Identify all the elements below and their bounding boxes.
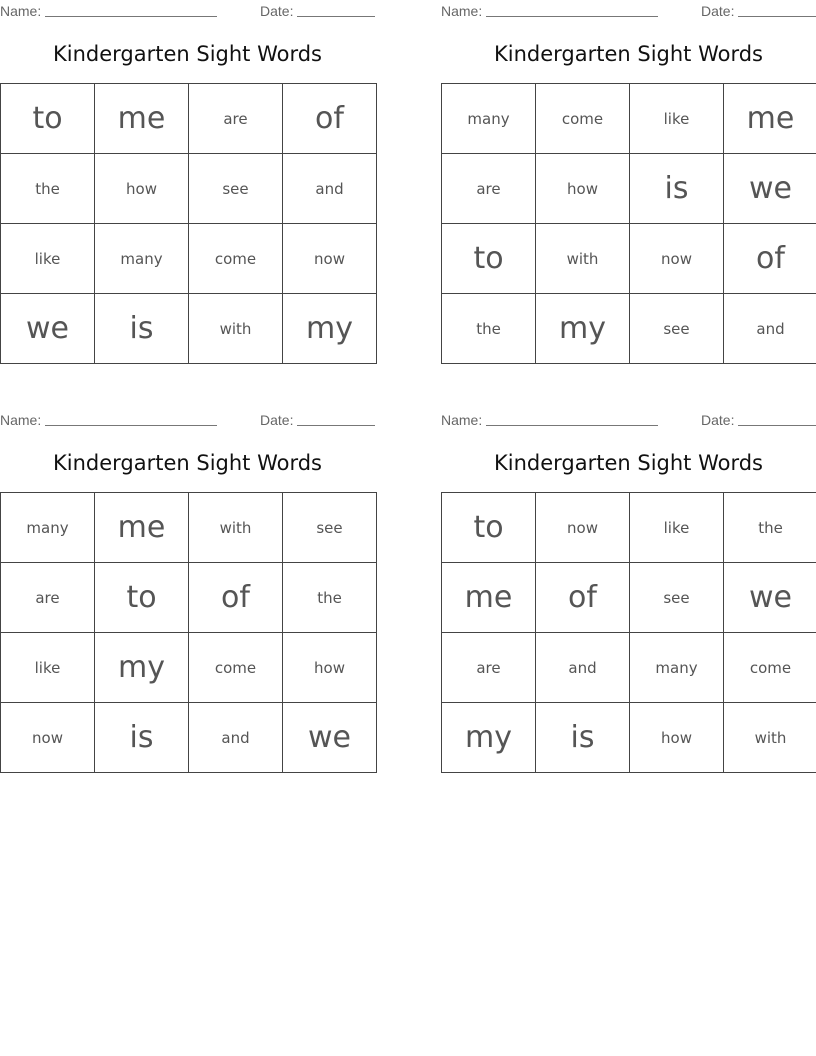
word-cell: now bbox=[536, 493, 630, 563]
name-label: Name: bbox=[441, 412, 483, 428]
word-cell: the bbox=[1, 154, 95, 224]
word-grid bbox=[441, 492, 816, 773]
word-cell: come bbox=[189, 633, 283, 703]
name-blank bbox=[486, 425, 658, 426]
word-cell: the bbox=[442, 294, 536, 364]
word-cell: is bbox=[95, 703, 189, 773]
date-label: Date: bbox=[701, 3, 735, 19]
word-cell: come bbox=[536, 84, 630, 154]
word-cell: come bbox=[189, 224, 283, 294]
date-label: Date: bbox=[701, 412, 735, 428]
word-grid bbox=[0, 492, 377, 773]
word-cell: many bbox=[95, 224, 189, 294]
word-cell: see bbox=[630, 294, 724, 364]
name-label: Name: bbox=[0, 412, 42, 428]
word-cell: is bbox=[95, 294, 189, 364]
word-cell: the bbox=[724, 493, 816, 563]
word-cell: how bbox=[630, 703, 724, 773]
word-cell: my bbox=[283, 294, 377, 364]
word-cell: we bbox=[724, 154, 816, 224]
word-cell: see bbox=[189, 154, 283, 224]
word-cell: and bbox=[283, 154, 377, 224]
word-cell: to bbox=[442, 224, 536, 294]
card-title: Kindergarten Sight Words bbox=[52, 451, 323, 475]
word-cell: my bbox=[95, 633, 189, 703]
word-cell: of bbox=[724, 224, 816, 294]
word-cell: like bbox=[1, 224, 95, 294]
word-cell: me bbox=[442, 563, 536, 633]
bingo-card-1 bbox=[0, 0, 375, 346]
word-cell: now bbox=[630, 224, 724, 294]
bingo-card-4 bbox=[441, 409, 816, 755]
word-cell: are bbox=[189, 84, 283, 154]
word-cell: are bbox=[442, 633, 536, 703]
word-cell: of bbox=[283, 84, 377, 154]
word-grid bbox=[0, 83, 377, 364]
word-cell: are bbox=[442, 154, 536, 224]
word-cell: see bbox=[283, 493, 377, 563]
name-blank bbox=[486, 16, 658, 17]
word-cell: like bbox=[630, 493, 724, 563]
name-blank bbox=[45, 16, 217, 17]
word-grid bbox=[441, 83, 816, 364]
card-header bbox=[0, 0, 375, 22]
card-header bbox=[441, 409, 816, 431]
word-cell: we bbox=[1, 294, 95, 364]
word-cell: me bbox=[724, 84, 816, 154]
card-title: Kindergarten Sight Words bbox=[493, 451, 764, 475]
card-header bbox=[0, 409, 375, 431]
word-cell: we bbox=[283, 703, 377, 773]
word-cell: to bbox=[95, 563, 189, 633]
date-label: Date: bbox=[260, 412, 294, 428]
word-cell: many bbox=[442, 84, 536, 154]
date-blank bbox=[297, 16, 375, 17]
bingo-card-3 bbox=[0, 409, 375, 755]
word-cell: and bbox=[724, 294, 816, 364]
word-cell: now bbox=[283, 224, 377, 294]
word-cell: me bbox=[95, 84, 189, 154]
word-cell: with bbox=[724, 703, 816, 773]
card-title: Kindergarten Sight Words bbox=[52, 42, 323, 66]
date-blank bbox=[738, 425, 816, 426]
word-cell: how bbox=[536, 154, 630, 224]
name-label: Name: bbox=[441, 3, 483, 19]
word-cell: how bbox=[283, 633, 377, 703]
word-cell: to bbox=[442, 493, 536, 563]
word-cell: of bbox=[189, 563, 283, 633]
word-cell: and bbox=[189, 703, 283, 773]
word-cell: now bbox=[1, 703, 95, 773]
word-cell: to bbox=[1, 84, 95, 154]
word-cell: of bbox=[536, 563, 630, 633]
word-cell: many bbox=[1, 493, 95, 563]
name-label: Name: bbox=[0, 3, 42, 19]
word-cell: like bbox=[630, 84, 724, 154]
name-blank bbox=[45, 425, 217, 426]
word-cell: the bbox=[283, 563, 377, 633]
word-cell: is bbox=[630, 154, 724, 224]
word-cell: we bbox=[724, 563, 816, 633]
word-cell: many bbox=[630, 633, 724, 703]
word-cell: come bbox=[724, 633, 816, 703]
word-cell: my bbox=[536, 294, 630, 364]
word-cell: with bbox=[189, 493, 283, 563]
word-cell: like bbox=[1, 633, 95, 703]
card-header bbox=[441, 0, 816, 22]
word-cell: with bbox=[189, 294, 283, 364]
word-cell: see bbox=[630, 563, 724, 633]
word-cell: and bbox=[536, 633, 630, 703]
word-cell: are bbox=[1, 563, 95, 633]
bingo-card-2 bbox=[441, 0, 816, 346]
word-cell: is bbox=[536, 703, 630, 773]
date-blank bbox=[738, 16, 816, 17]
word-cell: with bbox=[536, 224, 630, 294]
word-cell: how bbox=[95, 154, 189, 224]
word-cell: me bbox=[95, 493, 189, 563]
date-blank bbox=[297, 425, 375, 426]
card-title: Kindergarten Sight Words bbox=[493, 42, 764, 66]
word-cell: my bbox=[442, 703, 536, 773]
date-label: Date: bbox=[260, 3, 294, 19]
